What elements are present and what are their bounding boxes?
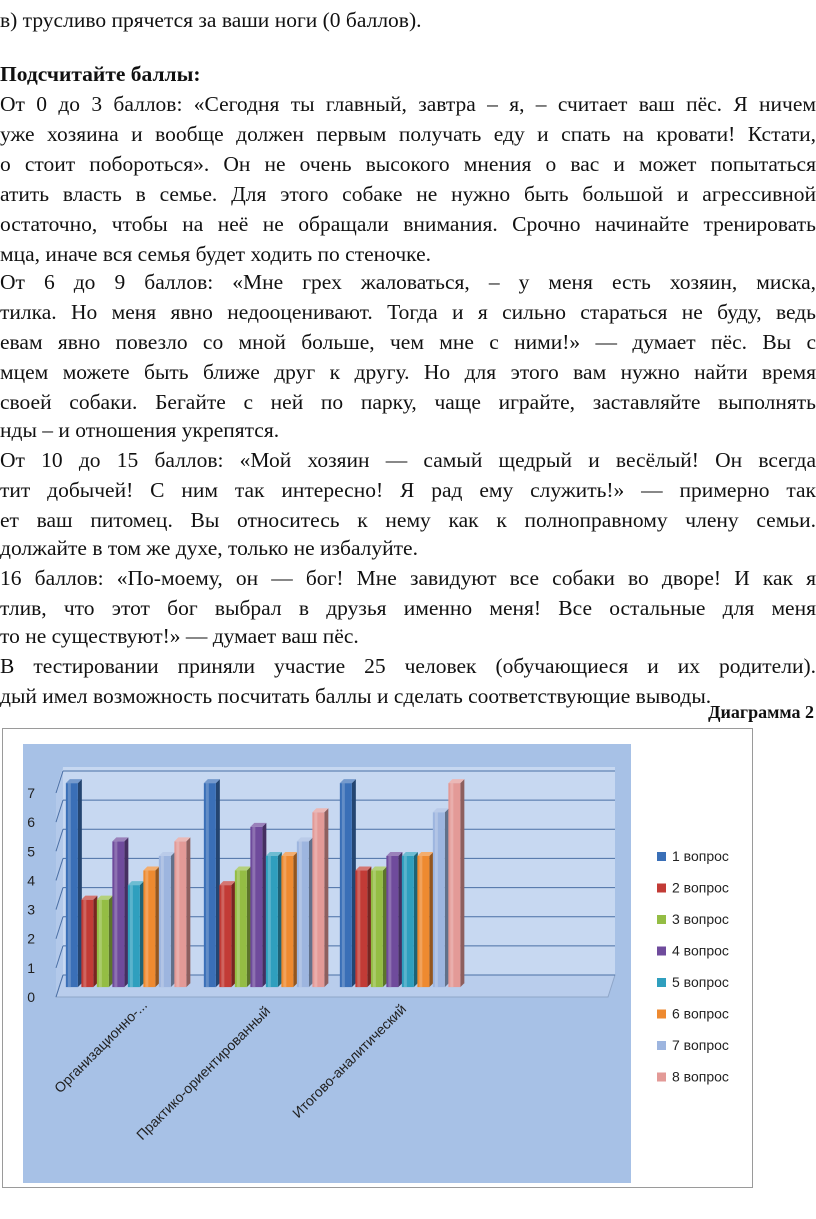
chart-side-wall [56, 767, 63, 997]
bar [448, 783, 460, 987]
text-line: От 0 до 3 баллов: «Сегодня ты главный, завтра – я, – считает ваш пёс. Я ничем [0, 92, 816, 116]
bar [219, 885, 231, 987]
bar [174, 841, 186, 987]
bar-highlight [176, 841, 179, 987]
legend-swatch [657, 884, 666, 893]
legend-label: 7 вопрос [672, 1037, 729, 1053]
bar-side [140, 881, 144, 987]
bar-highlight [435, 812, 438, 987]
text-line: ет ваш питомец. Вы относитесь к нему как к полноправному члену семьи. [0, 508, 816, 532]
bar [371, 871, 383, 988]
legend-label: 3 вопрос [672, 911, 729, 927]
bar-highlight [342, 783, 345, 987]
bar-side [352, 779, 356, 987]
bar-side [78, 779, 82, 987]
bar-highlight [314, 812, 317, 987]
legend-swatch [657, 1041, 666, 1050]
bar [340, 783, 352, 987]
text-line: нды – и отношения укрепятся. [0, 418, 280, 442]
bar-side [171, 852, 175, 987]
bar-highlight [419, 856, 422, 987]
bar-side [398, 852, 402, 987]
bar-highlight [283, 856, 286, 987]
text-line: остаточно, чтобы на неё не обращали внимания. Срочно начинайте тренировать [0, 212, 816, 236]
bar-highlight [252, 827, 255, 987]
bar-chart [3, 729, 754, 1189]
text-line: евам явно повезло со мной больше, чем мне с ними!» — думает пёс. Вы с [0, 330, 816, 354]
text-line: От 6 до 9 баллов: «Мне грех жаловаться, – у меня есть хозяин, миска, [0, 270, 816, 294]
bar-highlight [450, 783, 453, 987]
bar [128, 885, 140, 987]
bar [355, 871, 367, 988]
x-tick-label: Практико-ориентированный [133, 1002, 274, 1143]
bar [402, 856, 414, 987]
y-tick-label: 7 [27, 785, 35, 801]
text-line: 16 баллов: «По-моему, он — бог! Мне завидуют все собаки во дворе! И как я [0, 566, 816, 590]
text-line: тит добычей! С ним так интересно! Я рад ему служить!» — примерно так [0, 478, 816, 502]
bar-side [429, 852, 433, 987]
legend-swatch [657, 978, 666, 987]
legend-label: 6 вопрос [672, 1005, 729, 1022]
bar-highlight [145, 871, 148, 988]
bar-highlight [130, 885, 133, 987]
y-tick-label: 3 [27, 901, 35, 918]
legend-swatch [657, 947, 666, 956]
y-tick-label: 4 [27, 872, 35, 889]
text-line: в) трусливо прячется за ваши ноги (0 баллов). [0, 8, 422, 32]
x-tick-label: Итогово-аналитический [289, 1000, 410, 1121]
legend-label: 4 вопрос [672, 942, 729, 959]
legend-swatch [657, 852, 666, 861]
bar-side [155, 867, 159, 988]
bar-highlight [237, 871, 240, 988]
text-line: то не существуют!» — думает ваш пёс. [0, 624, 359, 648]
bar-highlight [114, 841, 117, 987]
bar-side [324, 808, 328, 987]
legend-swatch [657, 1010, 666, 1019]
chart-caption: Диаграмма 2 [708, 702, 814, 722]
bar-highlight [373, 871, 376, 988]
bar-side [216, 779, 220, 987]
bar [281, 856, 293, 987]
x-tick-label: Организационно-... [50, 996, 151, 1096]
y-tick-label: 0 [27, 989, 35, 1005]
y-tick-label: 5 [27, 843, 35, 860]
legend-swatch [657, 915, 666, 924]
bar-side [414, 852, 418, 987]
legend-label: 8 вопрос [672, 1068, 729, 1085]
bar-side [109, 896, 113, 987]
bar-side [293, 852, 297, 987]
bar-highlight [161, 856, 164, 987]
text-line: своей собаки. Бегайте с ней по парку, чаще играйте, заставляйте выполнять [0, 390, 816, 414]
bar-highlight [404, 856, 407, 987]
y-tick-label: 2 [27, 930, 35, 947]
bar-highlight [83, 900, 86, 987]
bar-side [278, 852, 282, 987]
bar [417, 856, 429, 987]
bar-side [247, 867, 251, 988]
bar-side [309, 837, 313, 987]
legend-label: 1 вопрос [672, 848, 729, 864]
bar [297, 841, 309, 987]
bar-highlight [357, 871, 360, 988]
bar-highlight [99, 900, 102, 987]
text-line: мцем можете быть ближе друг к другу. Но для этого вам нужно найти время [0, 360, 816, 384]
bar [112, 841, 124, 987]
bar-highlight [388, 856, 391, 987]
legend-label: 2 вопрос [672, 879, 729, 896]
text-line: В тестировании приняли участие 25 человек (обучающиеся и их родители). [0, 654, 816, 678]
bar-side [124, 837, 128, 987]
bar [143, 871, 155, 988]
text-line: должайте в том же духе, только не избалуйте. [0, 536, 418, 560]
bar-side [383, 867, 387, 988]
bar-highlight [268, 856, 271, 987]
bar [204, 783, 216, 987]
text-line: о стоит побороться». Он не очень высокого мнения о вас и может попытаться [0, 152, 816, 176]
bar-side [445, 808, 449, 987]
y-tick-label: 6 [27, 814, 35, 831]
bar-side [262, 823, 266, 987]
bar [66, 783, 78, 987]
text-line: дый имел возможность посчитать баллы и сделать соответствующие выводы. [0, 684, 712, 708]
bar [250, 827, 262, 987]
legend-label: 5 вопрос [672, 974, 729, 990]
text-line: мца, иначе вся семья будет ходить по стеночке. [0, 242, 431, 266]
bar [386, 856, 398, 987]
text-line: От 10 до 15 баллов: «Мой хозяин — самый щедрый и весёлый! Он всегда [0, 448, 816, 472]
bar-side [367, 867, 371, 988]
text-line: тилка. Но меня явно недооценивают. Тогда и я сильно стараться не буду, ведь [0, 300, 816, 324]
section-heading: Подсчитайте баллы: [0, 62, 201, 86]
bar-highlight [68, 783, 71, 987]
text-line: тлив, что этот бог выбрал в друзья именно меня! Все остальные для меня [0, 596, 816, 620]
bar [433, 812, 445, 987]
bar-side [460, 779, 464, 987]
bar [235, 871, 247, 988]
bar-highlight [299, 841, 302, 987]
bar-side [186, 837, 190, 987]
bar-side [231, 881, 235, 987]
bar-highlight [221, 885, 224, 987]
bar [97, 900, 109, 987]
bar [312, 812, 324, 987]
chart-container [2, 728, 753, 1188]
bar [266, 856, 278, 987]
text-line: атить власть в семье. Для этого собаке не нужно быть большой и агрессивной [0, 182, 816, 206]
y-tick-label: 1 [27, 959, 35, 976]
bar [159, 856, 171, 987]
legend-swatch [657, 1073, 666, 1082]
text-line: уже хозяина и вообще должен первым получать еду и спать на кровати! Кстати, [0, 122, 816, 146]
bar [81, 900, 93, 987]
bar-highlight [206, 783, 209, 987]
bar-side [93, 896, 97, 987]
